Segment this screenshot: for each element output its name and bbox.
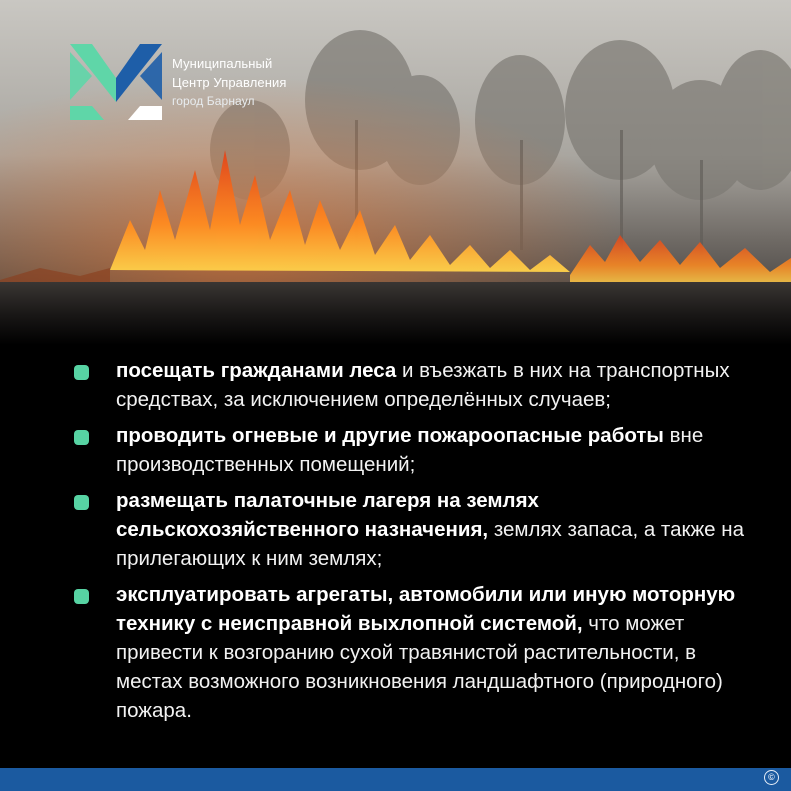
list-item-rest: вне производственных помещений; — [116, 424, 704, 476]
bullet-icon — [74, 589, 89, 604]
list-item-bold: размещать палаточные лагеря на землях сельскохозяйственного назначения, — [116, 489, 539, 541]
list-item-rest: землях запаса, а также на прилегающих к ним землях; — [116, 518, 744, 570]
bullet-icon — [74, 365, 89, 380]
bullet-icon — [74, 495, 89, 510]
brand-line-1: Муниципальный — [172, 55, 273, 71]
brand-line-2: Центр Управления — [172, 74, 287, 90]
list-item-text — [116, 486, 760, 573]
list-item-text — [116, 580, 760, 725]
bullet-icon — [74, 430, 89, 445]
brand-text — [172, 54, 287, 111]
list-item-text — [116, 421, 760, 479]
list-item-rest: и въезжать в них на транспортных средствах, за исключением определённых случаев; — [116, 359, 730, 411]
list-item — [70, 486, 760, 573]
footer-bar — [0, 768, 791, 791]
copyright-icon: © — [764, 770, 779, 785]
list-item — [70, 356, 760, 414]
hero-fire-image — [0, 0, 791, 345]
brand-line-3: город Барнаул — [172, 93, 255, 108]
mcu-logo-icon — [70, 44, 162, 120]
list-item-bold: проводить огневые и другие пожароопасные работы — [116, 424, 664, 447]
brand-logo — [70, 44, 287, 120]
prohibitions-list — [70, 356, 760, 732]
list-item — [70, 421, 760, 479]
list-item — [70, 580, 760, 725]
list-item-bold: эксплуатировать агрегаты, автомобили или иную моторную технику с неисправной выхлопной системой, — [116, 583, 736, 635]
list-item-bold: посещать гражданами леса — [116, 359, 397, 382]
list-item-rest: что может привести к возгоранию сухой травянистой растительности, в местах возможного возникновения ландшафтного (природного) пожара. — [116, 612, 723, 722]
list-item-text — [116, 356, 760, 414]
